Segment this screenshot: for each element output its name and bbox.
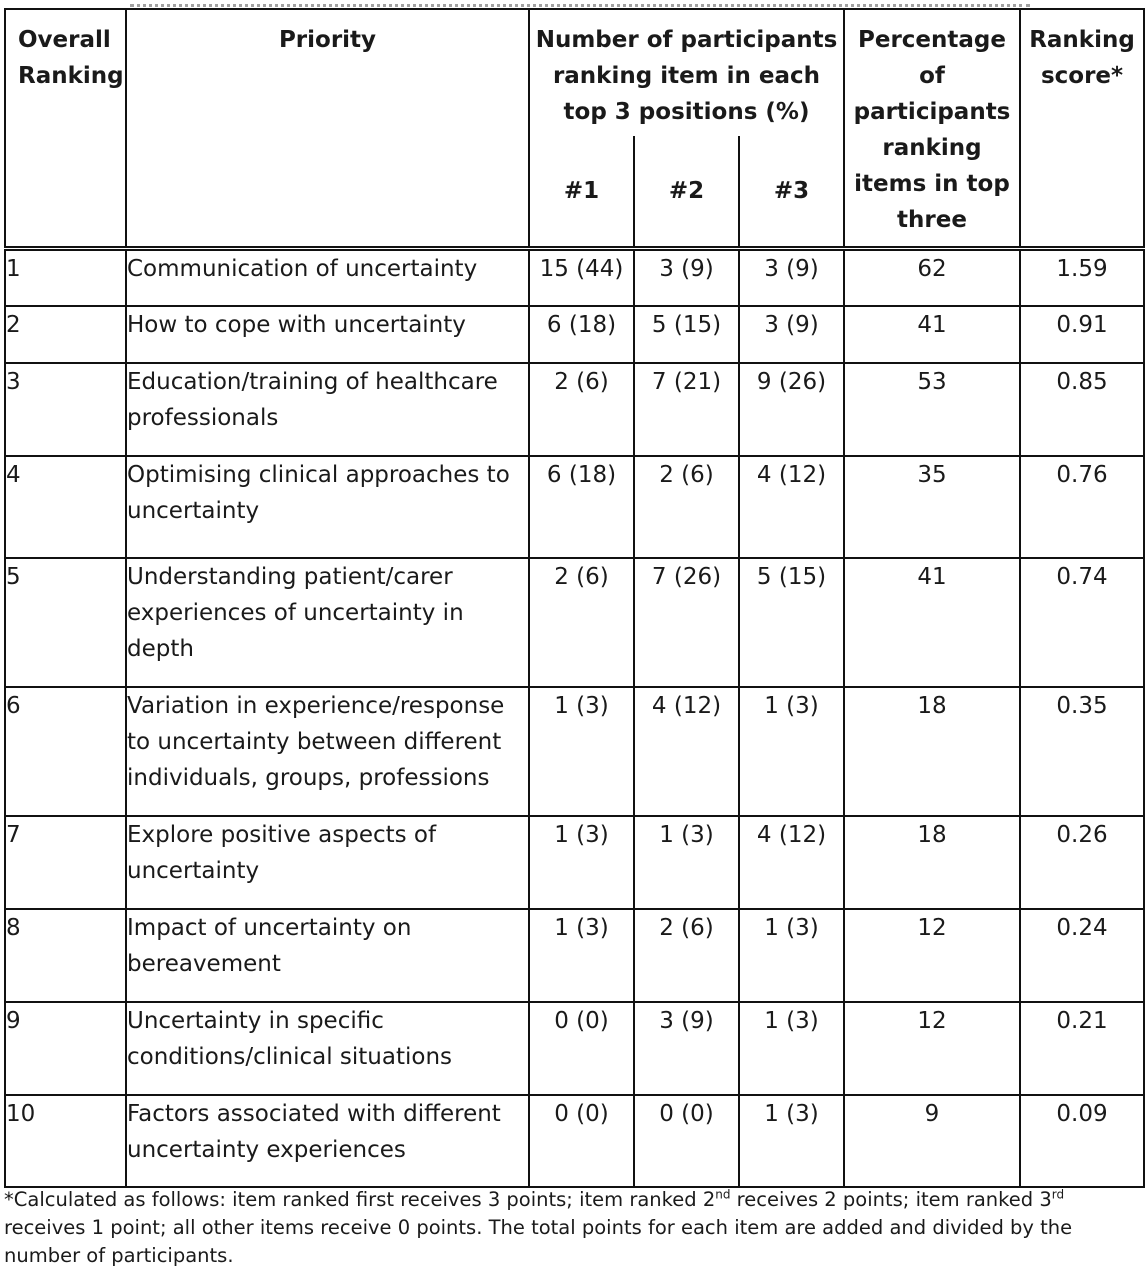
position-2-cell: 2 (6): [634, 456, 739, 558]
table-row: [5, 909, 1144, 1002]
priority-cell: Variation in experience/response to uncertainty between different individuals, groups, professions: [126, 687, 529, 816]
position-2-cell: 1 (3): [634, 816, 739, 909]
table-row: [5, 816, 1144, 909]
position-3-cell: 1 (3): [739, 909, 844, 1002]
position-2-cell: 3 (9): [634, 249, 739, 306]
position-2-cell: 7 (26): [634, 558, 739, 687]
position-1-cell: 2 (6): [529, 558, 634, 687]
percentage-cell: 41: [844, 306, 1020, 363]
position-1-cell: 6 (18): [529, 306, 634, 363]
ranking-score-cell: 0.26: [1020, 816, 1144, 909]
priority-cell: How to cope with uncertainty: [126, 306, 529, 363]
priority-cell: Education/training of healthcare professionals: [126, 363, 529, 456]
position-3-cell: 1 (3): [739, 1095, 844, 1187]
rank-cell: 3: [5, 363, 126, 456]
position-1-cell: 6 (18): [529, 456, 634, 558]
position-3-cell: 4 (12): [739, 456, 844, 558]
percentage-cell: 41: [844, 558, 1020, 687]
priority-cell: Communication of uncertainty: [126, 249, 529, 306]
table-row: [5, 249, 1144, 306]
rank-cell: 10: [5, 1095, 126, 1187]
position-3-cell: 5 (15): [739, 558, 844, 687]
position-3-cell: 9 (26): [739, 363, 844, 456]
priority-cell: Explore positive aspects of uncertainty: [126, 816, 529, 909]
percentage-cell: 9: [844, 1095, 1020, 1187]
table-row: [5, 306, 1144, 363]
header-overall-ranking: Overall Ranking: [5, 9, 126, 249]
priority-cell: Impact of uncertainty on bereavement: [126, 909, 529, 1002]
footnote-text-3: receives 1 point; all other items receive 0 points. The total points for each item are added and divided by the number of participants.: [4, 1216, 1073, 1267]
position-1-cell: 2 (6): [529, 363, 634, 456]
ranking-score-cell: 0.24: [1020, 909, 1144, 1002]
table-row: [5, 1095, 1144, 1187]
priority-cell: Factors associated with different uncertainty experiences: [126, 1095, 529, 1187]
priority-cell: Understanding patient/carer experiences of uncertainty in depth: [126, 558, 529, 687]
ranking-score-cell: 1.59: [1020, 249, 1144, 306]
percentage-cell: 62: [844, 249, 1020, 306]
ranking-score-cell: 0.91: [1020, 306, 1144, 363]
table-footnote: [4, 1186, 1139, 1270]
ranking-score-cell: 0.76: [1020, 456, 1144, 558]
rank-cell: 2: [5, 306, 126, 363]
position-3-cell: 1 (3): [739, 1002, 844, 1095]
position-1-cell: 1 (3): [529, 816, 634, 909]
position-1-cell: 1 (3): [529, 687, 634, 816]
position-3-cell: 3 (9): [739, 249, 844, 306]
cut-off-caption: [0, 0, 1148, 8]
ranking-score-cell: 0.09: [1020, 1095, 1144, 1187]
header-position-1: #1: [529, 136, 634, 249]
footnote-text-1: *Calculated as follows: item ranked first receives 3 points; item ranked 2: [4, 1188, 716, 1211]
priority-cell: Optimising clinical approaches to uncertainty: [126, 456, 529, 558]
header-number-of-participants: Number of participants ranking item in each top 3 positions (%): [529, 9, 844, 136]
percentage-cell: 35: [844, 456, 1020, 558]
header-position-3: #3: [739, 136, 844, 249]
position-2-cell: 5 (15): [634, 306, 739, 363]
header-position-2: #2: [634, 136, 739, 249]
position-2-cell: 3 (9): [634, 1002, 739, 1095]
table-row: [5, 558, 1144, 687]
rank-cell: 1: [5, 249, 126, 306]
rank-cell: 8: [5, 909, 126, 1002]
percentage-cell: 53: [844, 363, 1020, 456]
position-2-cell: 4 (12): [634, 687, 739, 816]
position-1-cell: 0 (0): [529, 1095, 634, 1187]
position-1-cell: 1 (3): [529, 909, 634, 1002]
rank-cell: 5: [5, 558, 126, 687]
position-3-cell: 1 (3): [739, 687, 844, 816]
header-percentage: Percentage of participants ranking items in top three: [844, 9, 1020, 249]
header-priority: Priority: [126, 9, 529, 249]
ranking-score-cell: 0.85: [1020, 363, 1144, 456]
header-ranking-score: Ranking score*: [1020, 9, 1144, 249]
ranking-score-cell: 0.21: [1020, 1002, 1144, 1095]
rank-cell: 7: [5, 816, 126, 909]
percentage-cell: 12: [844, 1002, 1020, 1095]
position-2-cell: 2 (6): [634, 909, 739, 1002]
percentage-cell: 18: [844, 816, 1020, 909]
footnote-sup-nd: nd: [715, 1187, 731, 1202]
position-2-cell: 0 (0): [634, 1095, 739, 1187]
ranking-score-cell: 0.35: [1020, 687, 1144, 816]
ranking-score-cell: 0.74: [1020, 558, 1144, 687]
position-1-cell: 0 (0): [529, 1002, 634, 1095]
position-2-cell: 7 (21): [634, 363, 739, 456]
rank-cell: 9: [5, 1002, 126, 1095]
priority-ranking-table: [4, 8, 1145, 1188]
footnote-text-2: receives 2 points; item ranked 3: [730, 1188, 1052, 1211]
table-row: [5, 456, 1144, 558]
table-row: [5, 687, 1144, 816]
table-row: [5, 363, 1144, 456]
rank-cell: 6: [5, 687, 126, 816]
percentage-cell: 12: [844, 909, 1020, 1002]
table-row: [5, 1002, 1144, 1095]
rank-cell: 4: [5, 456, 126, 558]
footnote-sup-rd: rd: [1051, 1187, 1065, 1202]
position-3-cell: 4 (12): [739, 816, 844, 909]
position-1-cell: 15 (44): [529, 249, 634, 306]
percentage-cell: 18: [844, 687, 1020, 816]
priority-cell: Uncertainty in specific conditions/clinical situations: [126, 1002, 529, 1095]
position-3-cell: 3 (9): [739, 306, 844, 363]
